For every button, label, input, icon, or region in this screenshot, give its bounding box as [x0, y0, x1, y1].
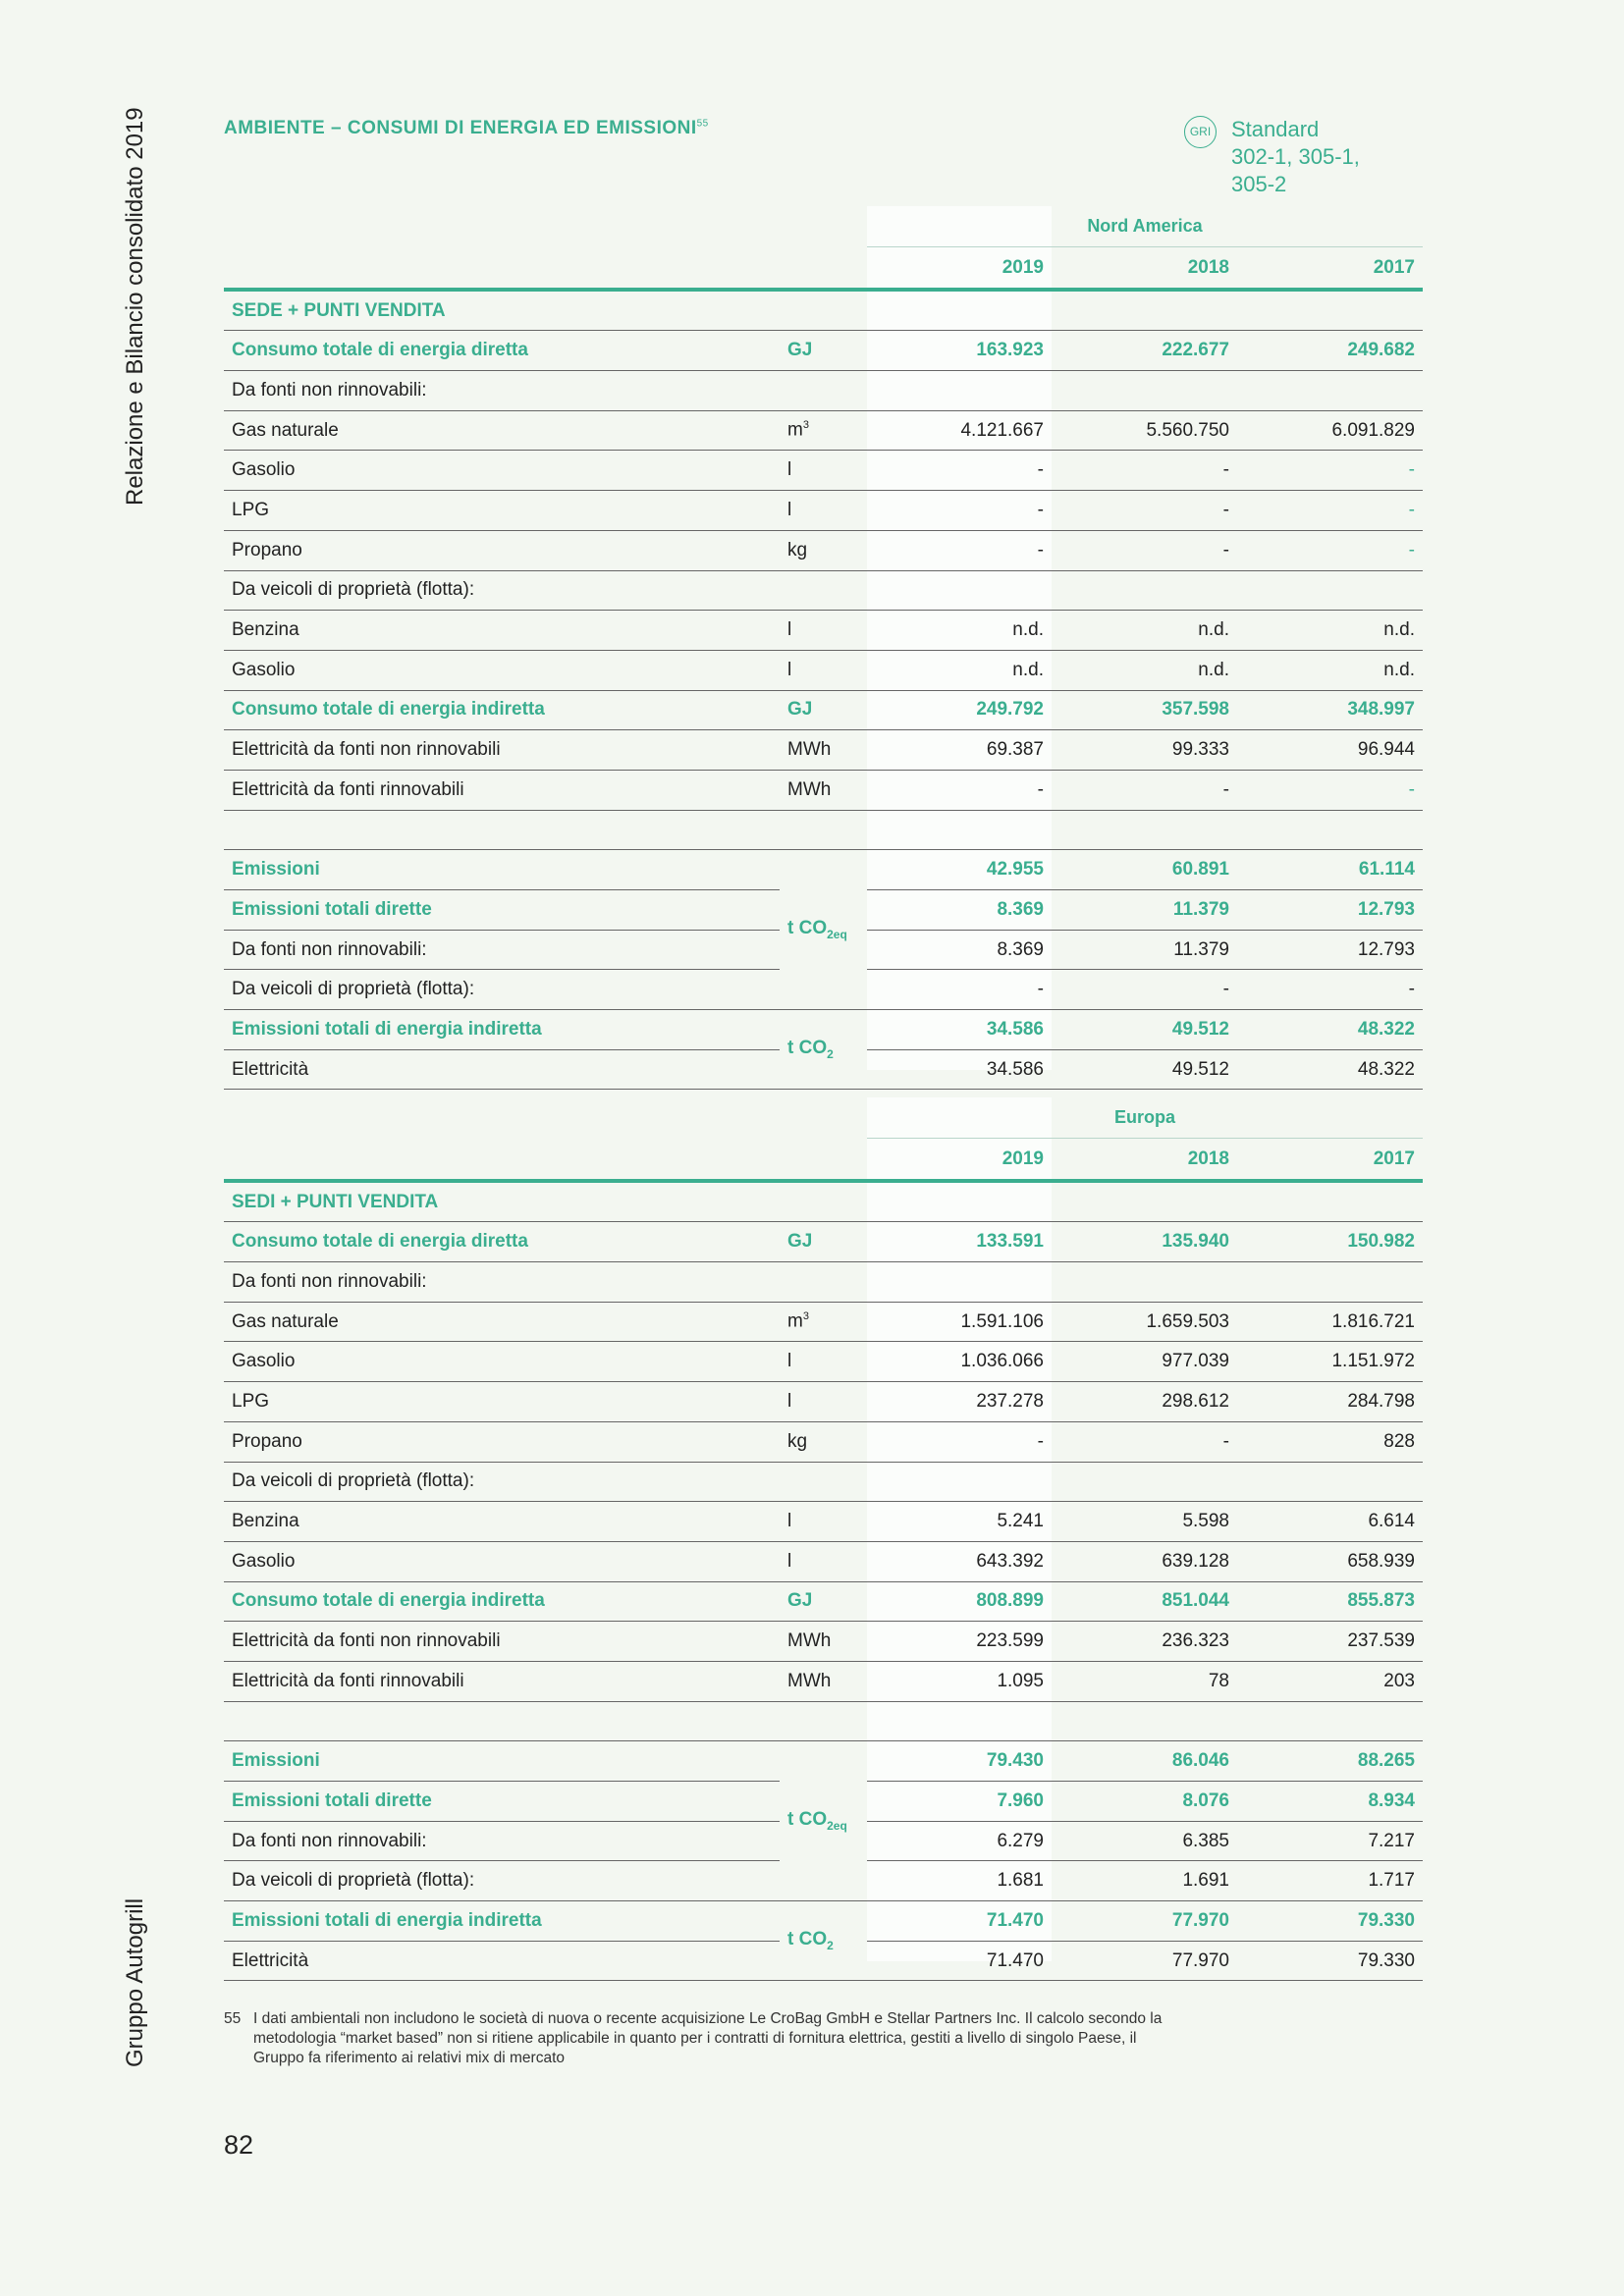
- value-cell: -: [1237, 491, 1423, 531]
- value-cell: [1237, 570, 1423, 611]
- row-label: Emissioni totali di energia indiretta: [224, 1901, 780, 1942]
- value-cell: -: [1052, 1421, 1237, 1462]
- value-cell: n.d.: [867, 650, 1052, 690]
- row-label: Consumo totale di energia indiretta: [224, 690, 780, 730]
- emission-row: [224, 1741, 1423, 1782]
- value-cell: 203: [1237, 1661, 1423, 1701]
- row-label: Elettricità da fonti rinnovabili: [224, 1661, 780, 1701]
- value-cell: [1237, 1262, 1423, 1303]
- table-row: [224, 730, 1423, 771]
- unit-cell: l: [780, 1342, 867, 1382]
- value-cell: 5.241: [867, 1502, 1052, 1542]
- row-label: Elettricità da fonti rinnovabili: [224, 770, 780, 810]
- table-row: [224, 1342, 1423, 1382]
- value-cell: 8.369: [867, 890, 1052, 931]
- emission-row: [224, 1901, 1423, 1942]
- value-cell: 71.470: [867, 1901, 1052, 1942]
- value-cell: -: [867, 1421, 1052, 1462]
- row-label: Consumo totale di energia diretta: [224, 331, 780, 371]
- year-header: 2019: [867, 248, 1052, 290]
- row-label: Da veicoli di proprietà (flotta):: [224, 1462, 780, 1502]
- value-cell: 11.379: [1052, 930, 1237, 970]
- row-label: Propano: [224, 530, 780, 570]
- value-cell: 1.095: [867, 1661, 1052, 1701]
- value-cell: 1.659.503: [1052, 1302, 1237, 1342]
- year-header: 2019: [867, 1140, 1052, 1181]
- spacer-row: [224, 810, 1423, 850]
- value-cell: 1.691: [1052, 1861, 1237, 1901]
- unit-cell: kg: [780, 530, 867, 570]
- unit-cell: $m^3$: [780, 1302, 867, 1342]
- value-cell: 78: [1052, 1661, 1237, 1701]
- title-footnote-ref: 55: [696, 118, 709, 130]
- empty-cell: [867, 290, 1052, 331]
- table-row: [224, 451, 1423, 491]
- year-header: 2017: [1237, 248, 1423, 290]
- unit-cell: GJ: [780, 331, 867, 371]
- table-row: [224, 371, 1423, 411]
- category-row: [224, 290, 1423, 331]
- value-cell: 643.392: [867, 1541, 1052, 1581]
- unit-cell: t $CO_{2eq}$: [780, 1741, 867, 1901]
- empty-cell: [224, 1701, 780, 1741]
- value-cell: -: [1052, 491, 1237, 531]
- page-number: 82: [224, 2130, 254, 2160]
- value-cell: 658.939: [1237, 1541, 1423, 1581]
- table-row: [224, 410, 1423, 451]
- unit-cell: [780, 371, 867, 411]
- value-cell: 249.682: [1237, 331, 1423, 371]
- value-cell: 828: [1237, 1421, 1423, 1462]
- table-row: [224, 1421, 1423, 1462]
- value-cell: 5.560.750: [1052, 410, 1237, 451]
- value-cell: 8.934: [1237, 1782, 1423, 1822]
- category-label: SEDI + PUNTI VENDITA: [224, 1181, 780, 1222]
- value-cell: 60.891: [1052, 850, 1237, 890]
- empty-cell: [1237, 1181, 1423, 1222]
- row-label: Gasolio: [224, 1342, 780, 1382]
- unit-cell: l: [780, 650, 867, 690]
- value-cell: 284.798: [1237, 1382, 1423, 1422]
- energy-table-nord-america: [224, 248, 1423, 1090]
- value-cell: -: [867, 451, 1052, 491]
- value-cell: -: [1237, 530, 1423, 570]
- region-label: Nord America: [867, 216, 1423, 247]
- footnote-number: 55: [224, 2010, 242, 2027]
- unit-cell: l: [780, 1541, 867, 1581]
- value-cell: 7.960: [867, 1782, 1052, 1822]
- value-cell: 86.046: [1052, 1741, 1237, 1782]
- row-label: Elettricità: [224, 1049, 780, 1090]
- value-cell: 855.873: [1237, 1581, 1423, 1622]
- empty-cell: [1052, 1181, 1237, 1222]
- unit-superscript: 3: [802, 1310, 809, 1323]
- region-label: Europa: [867, 1107, 1423, 1139]
- value-cell: -: [1237, 970, 1423, 1010]
- value-cell: [1237, 371, 1423, 411]
- energy-table-europa: [224, 1140, 1423, 1981]
- value-cell: 5.598: [1052, 1502, 1237, 1542]
- empty-cell: [867, 810, 1052, 850]
- value-cell: 639.128: [1052, 1541, 1237, 1581]
- empty-cell: [780, 1181, 867, 1222]
- year-header-row: [224, 248, 1423, 290]
- row-label: Elettricità: [224, 1941, 780, 1981]
- row-label: Emissioni: [224, 850, 780, 890]
- value-cell: 298.612: [1052, 1382, 1237, 1422]
- value-cell: 1.816.721: [1237, 1302, 1423, 1342]
- value-cell: 4.121.667: [867, 410, 1052, 451]
- empty-cell: [867, 1701, 1052, 1741]
- empty-cell: [867, 1181, 1052, 1222]
- side-group-name: Gruppo Autogrill: [122, 1897, 148, 2067]
- row-label: Gas naturale: [224, 1302, 780, 1342]
- value-cell: 79.330: [1237, 1941, 1423, 1981]
- value-cell: 96.944: [1237, 730, 1423, 771]
- table-row: [224, 530, 1423, 570]
- value-cell: -: [867, 770, 1052, 810]
- value-cell: 851.044: [1052, 1581, 1237, 1622]
- value-cell: 1.036.066: [867, 1342, 1052, 1382]
- row-label: Da fonti non rinnovabili:: [224, 1262, 780, 1303]
- value-cell: 48.322: [1237, 1010, 1423, 1050]
- empty-cell: [1052, 1701, 1237, 1741]
- table-row: [224, 650, 1423, 690]
- value-cell: 135.940: [1052, 1222, 1237, 1262]
- year-header: 2017: [1237, 1140, 1423, 1181]
- value-cell: 357.598: [1052, 690, 1237, 730]
- row-label: Gasolio: [224, 451, 780, 491]
- value-cell: 88.265: [1237, 1741, 1423, 1782]
- table-row: [224, 1622, 1423, 1662]
- row-label: LPG: [224, 1382, 780, 1422]
- value-cell: 12.793: [1237, 930, 1423, 970]
- empty-cell: [1237, 290, 1423, 331]
- value-cell: 77.970: [1052, 1901, 1237, 1942]
- value-cell: 6.385: [1052, 1821, 1237, 1861]
- unit-cell: t $CO_2$: [780, 1901, 867, 1981]
- unit-cell: MWh: [780, 770, 867, 810]
- row-label: Emissioni totali dirette: [224, 1782, 780, 1822]
- row-label: Da veicoli di proprietà (flotta):: [224, 1861, 780, 1901]
- value-cell: -: [1052, 451, 1237, 491]
- value-cell: [1052, 570, 1237, 611]
- value-cell: 8.076: [1052, 1782, 1237, 1822]
- row-label: Elettricità da fonti non rinnovabili: [224, 1622, 780, 1662]
- footnote: [224, 2009, 1166, 2068]
- row-label: Emissioni: [224, 1741, 780, 1782]
- year-header: 2018: [1052, 1140, 1237, 1181]
- value-cell: 77.970: [1052, 1941, 1237, 1981]
- value-cell: [1052, 1462, 1237, 1502]
- side-report-title: Relazione e Bilancio consolidato 2019: [122, 107, 148, 506]
- value-cell: 348.997: [1237, 690, 1423, 730]
- value-cell: n.d.: [1052, 650, 1237, 690]
- unit-cell: l: [780, 1382, 867, 1422]
- value-cell: 808.899: [867, 1581, 1052, 1622]
- value-cell: n.d.: [1237, 611, 1423, 651]
- value-cell: 8.369: [867, 930, 1052, 970]
- unit-cell: GJ: [780, 1581, 867, 1622]
- value-cell: [867, 371, 1052, 411]
- value-cell: 1.591.106: [867, 1302, 1052, 1342]
- emission-row: [224, 850, 1423, 890]
- row-label: LPG: [224, 491, 780, 531]
- value-cell: 1.681: [867, 1861, 1052, 1901]
- year-header-row: [224, 1140, 1423, 1181]
- table-row: [224, 690, 1423, 730]
- value-cell: 7.217: [1237, 1821, 1423, 1861]
- table-row: [224, 1382, 1423, 1422]
- value-cell: 42.955: [867, 850, 1052, 890]
- value-cell: 150.982: [1237, 1222, 1423, 1262]
- row-label: Benzina: [224, 1502, 780, 1542]
- value-cell: 6.091.829: [1237, 410, 1423, 451]
- empty-cell: [780, 810, 867, 850]
- value-cell: 99.333: [1052, 730, 1237, 771]
- table-row: [224, 1502, 1423, 1542]
- unit-cell: kg: [780, 1421, 867, 1462]
- value-cell: 79.430: [867, 1741, 1052, 1782]
- value-cell: 11.379: [1052, 890, 1237, 931]
- spacer-row: [224, 1701, 1423, 1741]
- unit-cell: MWh: [780, 730, 867, 771]
- value-cell: 48.322: [1237, 1049, 1423, 1090]
- value-cell: 12.793: [1237, 890, 1423, 931]
- value-cell: [1052, 1262, 1237, 1303]
- unit-cell: [780, 570, 867, 611]
- table-row: [224, 1302, 1423, 1342]
- table-row: [224, 611, 1423, 651]
- year-header: 2018: [1052, 248, 1237, 290]
- value-cell: 49.512: [1052, 1049, 1237, 1090]
- row-label: Gasolio: [224, 650, 780, 690]
- table-row: [224, 1581, 1423, 1622]
- gri-icon: GRI: [1184, 116, 1217, 148]
- empty-cell: [1237, 810, 1423, 850]
- value-cell: [867, 1262, 1052, 1303]
- unit-cell: GJ: [780, 1222, 867, 1262]
- value-cell: 6.279: [867, 1821, 1052, 1861]
- value-cell: -: [1052, 530, 1237, 570]
- value-cell: 163.923: [867, 331, 1052, 371]
- table-row: [224, 1661, 1423, 1701]
- gri-standard-text: Standard 302-1, 305-1, 305-2: [1231, 117, 1360, 196]
- row-label: Da fonti non rinnovabili:: [224, 1821, 780, 1861]
- table-row: [224, 1462, 1423, 1502]
- value-cell: 71.470: [867, 1941, 1052, 1981]
- value-cell: n.d.: [867, 611, 1052, 651]
- row-label: Emissioni totali dirette: [224, 890, 780, 931]
- table-row: [224, 331, 1423, 371]
- value-cell: -: [1052, 770, 1237, 810]
- value-cell: -: [867, 970, 1052, 1010]
- empty-cell: [1237, 1701, 1423, 1741]
- value-cell: -: [867, 491, 1052, 531]
- unit-cell: t $CO_{2eq}$: [780, 850, 867, 1010]
- table-row: [224, 1262, 1423, 1303]
- value-cell: 236.323: [1052, 1622, 1237, 1662]
- empty-cell: [780, 1701, 867, 1741]
- unit-cell: [780, 1462, 867, 1502]
- value-cell: n.d.: [1237, 650, 1423, 690]
- value-cell: -: [1052, 970, 1237, 1010]
- row-label: Da fonti non rinnovabili:: [224, 930, 780, 970]
- unit-cell: $m^3$: [780, 410, 867, 451]
- value-cell: 977.039: [1052, 1342, 1237, 1382]
- unit-superscript: 3: [802, 419, 809, 432]
- value-cell: 222.677: [1052, 331, 1237, 371]
- value-cell: [1052, 371, 1237, 411]
- table-row: [224, 1222, 1423, 1262]
- value-cell: 1.151.972: [1237, 1342, 1423, 1382]
- value-cell: 237.278: [867, 1382, 1052, 1422]
- unit-cell: MWh: [780, 1661, 867, 1701]
- value-cell: 6.614: [1237, 1502, 1423, 1542]
- category-label: SEDE + PUNTI VENDITA: [224, 290, 780, 331]
- value-cell: 249.792: [867, 690, 1052, 730]
- value-cell: 237.539: [1237, 1622, 1423, 1662]
- value-cell: 69.387: [867, 730, 1052, 771]
- row-label: Gasolio: [224, 1541, 780, 1581]
- unit-cell: MWh: [780, 1622, 867, 1662]
- category-row: [224, 1181, 1423, 1222]
- footnote-text: I dati ambientali non includono le società di nuova o recente acquisizione Le CroBag GmbH e Stellar Partners Inc. Il calcolo secondo la metodologia “market based” non si ritiene applicabile in quanto per i contratti di fornitura elettrica, gestiti a livello di singolo Paese, il Gruppo fa riferimento ai relativi mix di mercato: [253, 2010, 1163, 2066]
- table-row: [224, 770, 1423, 810]
- value-cell: 1.717: [1237, 1861, 1423, 1901]
- value-cell: -: [1237, 451, 1423, 491]
- value-cell: [1237, 1462, 1423, 1502]
- unit-cell: l: [780, 611, 867, 651]
- row-label: Elettricità da fonti non rinnovabili: [224, 730, 780, 771]
- row-label: Da fonti non rinnovabili:: [224, 371, 780, 411]
- row-label: Benzina: [224, 611, 780, 651]
- value-cell: 34.586: [867, 1049, 1052, 1090]
- unit-cell: GJ: [780, 690, 867, 730]
- unit-cell: l: [780, 451, 867, 491]
- table-row: [224, 491, 1423, 531]
- row-label: Consumo totale di energia diretta: [224, 1222, 780, 1262]
- empty-cell: [1052, 290, 1237, 331]
- emission-row: [224, 1010, 1423, 1050]
- value-cell: n.d.: [1052, 611, 1237, 651]
- unit-cell: [780, 1262, 867, 1303]
- empty-cell: [1052, 810, 1237, 850]
- row-label: Consumo totale di energia indiretta: [224, 1581, 780, 1622]
- table-row: [224, 1541, 1423, 1581]
- value-cell: 49.512: [1052, 1010, 1237, 1050]
- empty-cell: [224, 810, 780, 850]
- value-cell: -: [1237, 770, 1423, 810]
- row-label: Gas naturale: [224, 410, 780, 451]
- value-cell: -: [867, 530, 1052, 570]
- value-cell: [867, 570, 1052, 611]
- value-cell: 61.114: [1237, 850, 1423, 890]
- value-cell: 34.586: [867, 1010, 1052, 1050]
- unit-cell: l: [780, 491, 867, 531]
- row-label: Emissioni totali di energia indiretta: [224, 1010, 780, 1050]
- unit-cell: t $CO_2$: [780, 1010, 867, 1090]
- value-cell: 133.591: [867, 1222, 1052, 1262]
- value-cell: 223.599: [867, 1622, 1052, 1662]
- value-cell: 79.330: [1237, 1901, 1423, 1942]
- page-title: AMBIENTE – CONSUMI DI ENERGIA ED EMISSIONI$^{55}$: [224, 118, 709, 138]
- unit-cell: l: [780, 1502, 867, 1542]
- empty-cell: [780, 290, 867, 331]
- row-label: Propano: [224, 1421, 780, 1462]
- value-cell: [867, 1462, 1052, 1502]
- row-label: Da veicoli di proprietà (flotta):: [224, 570, 780, 611]
- table-row: [224, 570, 1423, 611]
- row-label: Da veicoli di proprietà (flotta):: [224, 970, 780, 1010]
